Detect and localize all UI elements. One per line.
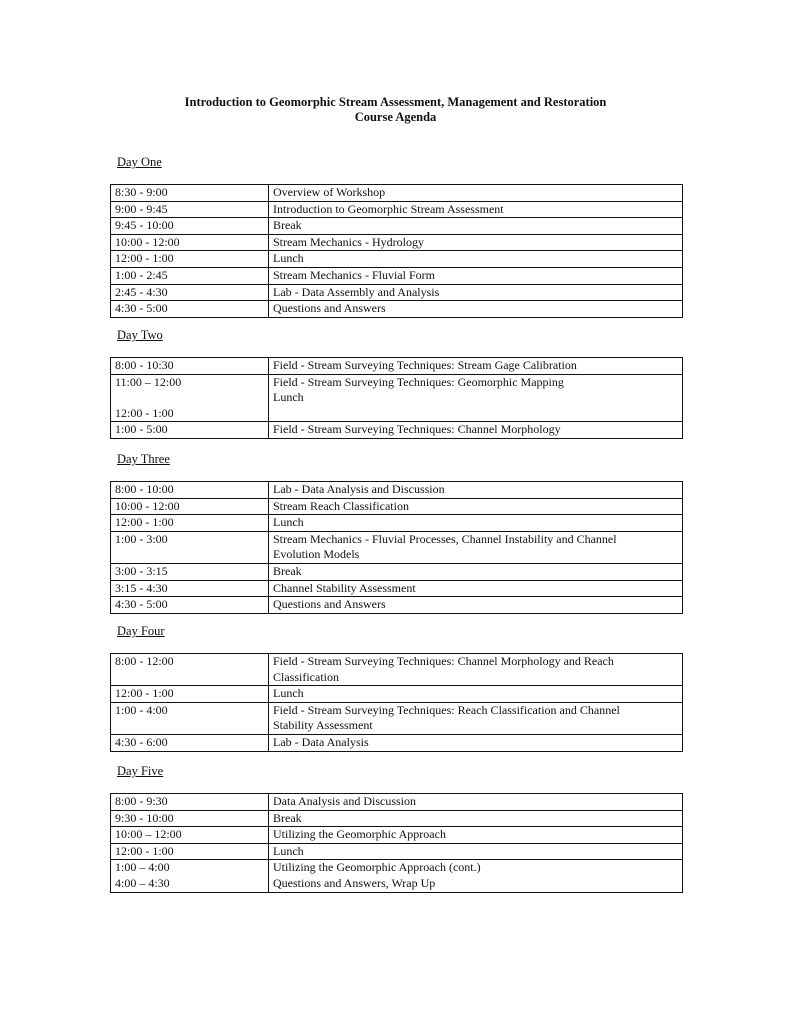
time-cell: 1:00 - 5:00 xyxy=(111,422,269,439)
time-cell: 10:00 - 12:00 xyxy=(111,234,269,251)
activity-line: Questions and Answers, Wrap Up xyxy=(273,875,436,890)
table-row xyxy=(111,686,683,703)
time-cell: 1:00 - 3:00 xyxy=(111,531,269,563)
activity-cell: Field - Stream Surveying Techniques: Stream Gage Calibration xyxy=(269,358,683,375)
document-subtitle: Course Agenda xyxy=(354,110,437,124)
activity-line: Lunch xyxy=(273,390,304,405)
activity-cell: Lunch xyxy=(269,515,683,532)
day-one-table xyxy=(110,184,683,318)
activity-cell xyxy=(269,860,683,892)
activity-cell xyxy=(269,531,683,563)
activity-line: Stream Mechanics - Fluvial Processes, Channel Instability and Channel xyxy=(273,531,617,546)
time-cell: 9:30 - 10:00 xyxy=(111,810,269,827)
activity-cell: Field - Stream Surveying Techniques: Channel Morphology xyxy=(269,422,683,439)
day-two-table xyxy=(110,357,683,439)
table-row xyxy=(111,267,683,284)
time-cell xyxy=(111,860,269,892)
table-row xyxy=(111,563,683,580)
table-row xyxy=(111,810,683,827)
activity-cell: Break xyxy=(269,810,683,827)
time-cell xyxy=(111,374,269,422)
table-row xyxy=(111,482,683,499)
table-row xyxy=(111,234,683,251)
activity-cell: Data Analysis and Discussion xyxy=(269,794,683,811)
table-row xyxy=(111,827,683,844)
activity-cell: Stream Mechanics - Hydrology xyxy=(269,234,683,251)
time-cell: 12:00 - 1:00 xyxy=(111,686,269,703)
table-row xyxy=(111,185,683,202)
time-cell: 10:00 – 12:00 xyxy=(111,827,269,844)
time-cell: 1:00 - 2:45 xyxy=(111,267,269,284)
table-row xyxy=(111,794,683,811)
activity-line: Evolution Models xyxy=(273,547,360,562)
table-row xyxy=(111,515,683,532)
activity-cell: Questions and Answers xyxy=(269,597,683,614)
table-row xyxy=(111,654,683,686)
table-row xyxy=(111,201,683,218)
table-row xyxy=(111,597,683,614)
time-line: 12:00 - 1:00 xyxy=(115,405,174,420)
activity-cell: Lab - Data Analysis and Discussion xyxy=(269,482,683,499)
table-row xyxy=(111,422,683,439)
time-line: 11:00 – 12:00 xyxy=(115,374,182,389)
day-one-heading: Day One xyxy=(117,155,162,169)
activity-cell: Channel Stability Assessment xyxy=(269,580,683,597)
activity-cell xyxy=(269,702,683,734)
time-cell: 8:00 - 10:30 xyxy=(111,358,269,375)
activity-cell: Lunch xyxy=(269,843,683,860)
table-row xyxy=(111,218,683,235)
time-line: 4:00 – 4:30 xyxy=(115,875,170,890)
time-cell: 1:00 - 4:00 xyxy=(111,702,269,734)
day-five-heading: Day Five xyxy=(117,764,164,778)
time-line-blank xyxy=(115,390,264,406)
day-three-table xyxy=(110,481,683,614)
table-row xyxy=(111,860,683,892)
table-row xyxy=(111,734,683,751)
activity-cell xyxy=(269,654,683,686)
time-cell: 8:00 - 12:00 xyxy=(111,654,269,686)
day-four-heading: Day Four xyxy=(117,624,165,638)
table-row xyxy=(111,358,683,375)
table-row xyxy=(111,251,683,268)
activity-cell: Utilizing the Geomorphic Approach xyxy=(269,827,683,844)
activity-cell: Lab - Data Analysis xyxy=(269,734,683,751)
activity-line: Field - Stream Surveying Techniques: Reach Classification and Channel xyxy=(273,702,620,717)
table-row xyxy=(111,498,683,515)
activity-cell: Lab - Data Assembly and Analysis xyxy=(269,284,683,301)
activity-line: Field - Stream Surveying Techniques: Geomorphic Mapping xyxy=(273,374,564,389)
table-row xyxy=(111,284,683,301)
activity-line: Field - Stream Surveying Techniques: Channel Morphology and Reach xyxy=(273,654,614,668)
table-row xyxy=(111,843,683,860)
activity-cell: Break xyxy=(269,218,683,235)
time-cell: 12:00 - 1:00 xyxy=(111,843,269,860)
time-cell: 4:30 - 5:00 xyxy=(111,597,269,614)
activity-cell: Questions and Answers xyxy=(269,301,683,318)
table-row xyxy=(111,374,683,422)
table-row xyxy=(111,531,683,563)
activity-cell: Overview of Workshop xyxy=(269,185,683,202)
time-cell: 2:45 - 4:30 xyxy=(111,284,269,301)
time-line: 1:00 – 4:00 xyxy=(115,860,170,875)
day-four-table xyxy=(110,653,683,752)
time-cell: 8:00 - 9:30 xyxy=(111,794,269,811)
activity-cell xyxy=(269,374,683,422)
activity-cell: Lunch xyxy=(269,686,683,703)
activity-cell: Introduction to Geomorphic Stream Assessment xyxy=(269,201,683,218)
time-cell: 3:15 - 4:30 xyxy=(111,580,269,597)
time-cell: 12:00 - 1:00 xyxy=(111,251,269,268)
time-cell: 8:00 - 10:00 xyxy=(111,482,269,499)
time-cell: 10:00 - 12:00 xyxy=(111,498,269,515)
activity-cell: Stream Reach Classification xyxy=(269,498,683,515)
time-cell: 4:30 - 6:00 xyxy=(111,734,269,751)
activity-line-blank xyxy=(273,406,678,422)
time-cell: 12:00 - 1:00 xyxy=(111,515,269,532)
time-cell: 9:45 - 10:00 xyxy=(111,218,269,235)
activity-cell: Lunch xyxy=(269,251,683,268)
table-row xyxy=(111,301,683,318)
activity-line: Stability Assessment xyxy=(273,718,373,733)
day-three-heading: Day Three xyxy=(117,452,170,466)
day-two-heading: Day Two xyxy=(117,328,163,342)
time-cell: 8:30 - 9:00 xyxy=(111,185,269,202)
activity-cell: Break xyxy=(269,563,683,580)
activity-cell: Stream Mechanics - Fluvial Form xyxy=(269,267,683,284)
table-row xyxy=(111,702,683,734)
day-five-table xyxy=(110,793,683,893)
document-title: Introduction to Geomorphic Stream Assessment, Management and Restoration xyxy=(184,95,607,109)
time-cell: 3:00 - 3:15 xyxy=(111,563,269,580)
table-row xyxy=(111,580,683,597)
time-cell: 9:00 - 9:45 xyxy=(111,201,269,218)
activity-line: Classification xyxy=(273,669,339,684)
time-cell: 4:30 - 5:00 xyxy=(111,301,269,318)
activity-line: Utilizing the Geomorphic Approach (cont.) xyxy=(273,860,481,875)
